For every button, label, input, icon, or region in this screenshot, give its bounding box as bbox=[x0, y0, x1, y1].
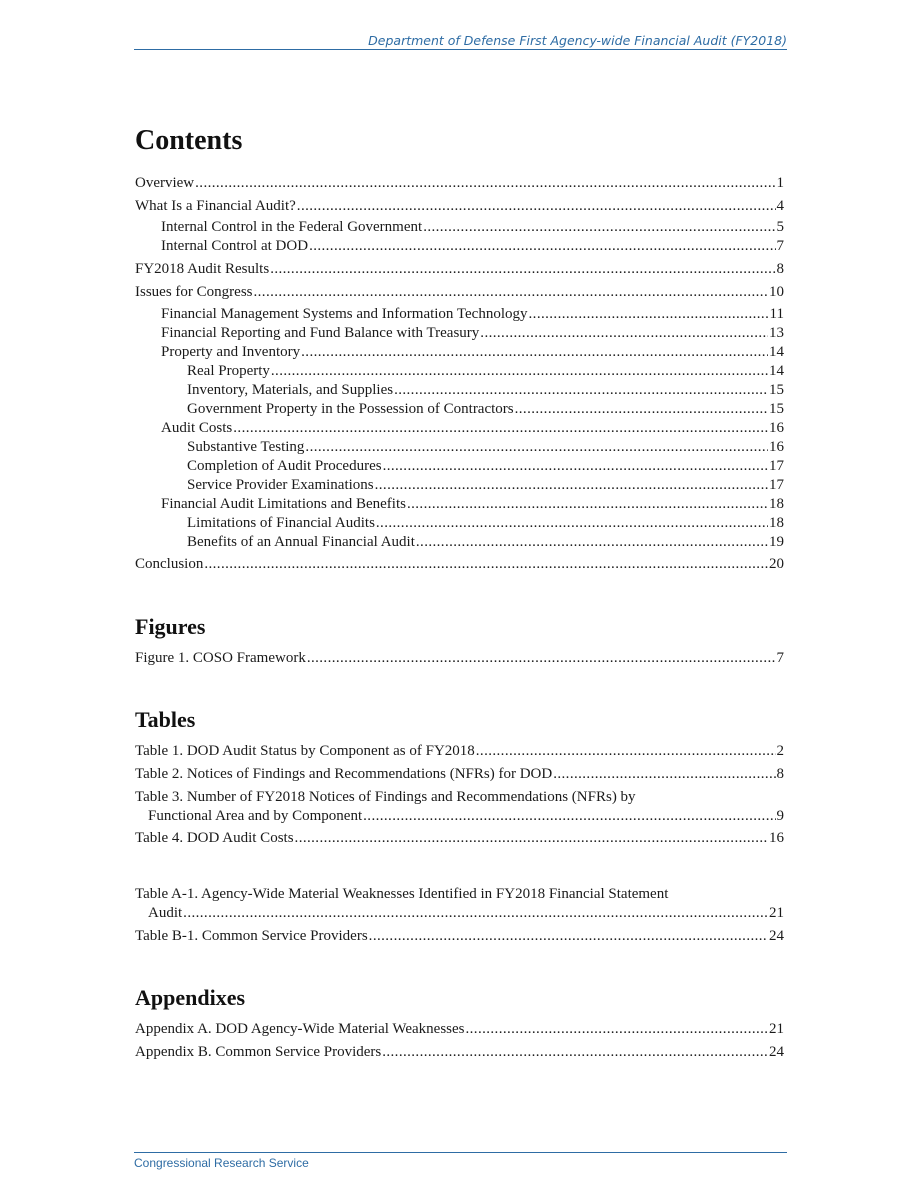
dot-leader bbox=[476, 742, 776, 761]
table-entry-label: Audit bbox=[148, 905, 183, 921]
toc-entry-label: Financial Reporting and Fund Balance with Treasury bbox=[161, 325, 480, 341]
toc-entry-page: 20 bbox=[769, 556, 784, 572]
toc-entry-property-and-inventory[interactable] bbox=[135, 343, 784, 362]
table-entry-label: Table B-1. Common Service Providers bbox=[135, 928, 368, 944]
toc-entry-label: Inventory, Materials, and Supplies bbox=[187, 382, 394, 398]
table-entry-label: Table 2. Notices of Findings and Recommendations (NFRs) for DOD bbox=[135, 766, 553, 782]
table-entry-a1-line1[interactable]: Table A-1. Agency-Wide Material Weaknesses Identified in FY2018 Financial Statement bbox=[135, 886, 669, 902]
toc-entry-page: 18 bbox=[769, 496, 784, 512]
dot-leader bbox=[363, 807, 775, 826]
appendix-entry-label: Appendix A. DOD Agency-Wide Material Weaknesses bbox=[135, 1021, 465, 1037]
appendix-entry-page: 24 bbox=[769, 1044, 784, 1060]
running-footer: Congressional Research Service bbox=[134, 1152, 787, 1170]
appendix-entry-a[interactable] bbox=[135, 1020, 784, 1039]
toc-entry-page: 7 bbox=[776, 238, 784, 254]
toc-entry-page: 4 bbox=[776, 198, 784, 214]
toc-entry-conclusion[interactable] bbox=[135, 555, 784, 574]
toc-entry-label: Financial Management Systems and Information Technology bbox=[161, 306, 528, 322]
toc-entry-page: 14 bbox=[769, 363, 784, 379]
table-entry-page: 24 bbox=[769, 928, 784, 944]
toc-entry-page: 10 bbox=[769, 284, 784, 300]
toc-entry-limitations-and-benefits[interactable] bbox=[135, 495, 784, 514]
dot-leader bbox=[271, 362, 768, 381]
appendixes-heading: Appendixes bbox=[135, 985, 246, 1010]
toc-entry-inventory-materials[interactable] bbox=[135, 381, 784, 400]
toc-entry-substantive-testing[interactable] bbox=[135, 438, 784, 457]
toc-entry-service-provider-examinations[interactable] bbox=[135, 476, 784, 495]
dot-leader bbox=[204, 555, 768, 574]
toc-entry-benefits-annual-audit[interactable] bbox=[135, 533, 784, 552]
figures-heading: Figures bbox=[135, 614, 206, 639]
toc-entry-internal-control-dod[interactable] bbox=[135, 237, 784, 256]
toc-entry-label: Substantive Testing bbox=[187, 439, 305, 455]
dot-leader bbox=[407, 495, 768, 514]
dot-leader bbox=[254, 283, 769, 302]
dot-leader bbox=[307, 649, 776, 668]
figure-entry-label: Figure 1. COSO Framework bbox=[135, 650, 306, 666]
toc-entry-real-property[interactable] bbox=[135, 362, 784, 381]
appendix-entry-label: Appendix B. Common Service Providers bbox=[135, 1044, 382, 1060]
toc-entry-audit-costs[interactable] bbox=[135, 419, 784, 438]
toc-entry-page: 16 bbox=[769, 420, 784, 436]
toc-entry-page: 17 bbox=[769, 477, 784, 493]
dot-leader bbox=[515, 400, 768, 419]
toc-entry-page: 1 bbox=[776, 175, 784, 191]
table-entry-1[interactable] bbox=[135, 742, 784, 761]
toc-entry-page: 16 bbox=[769, 439, 784, 455]
toc-entry-page: 15 bbox=[769, 401, 784, 417]
table-entry-2[interactable] bbox=[135, 765, 784, 784]
dot-leader bbox=[295, 829, 768, 848]
dot-leader bbox=[466, 1020, 769, 1039]
toc-entry-fy2018-audit-results[interactable] bbox=[135, 260, 784, 279]
dot-leader bbox=[233, 419, 768, 438]
toc-entry-label: Internal Control at DOD bbox=[161, 238, 309, 254]
dot-leader bbox=[382, 1043, 768, 1062]
dot-leader bbox=[297, 197, 776, 216]
toc-entry-page: 14 bbox=[769, 344, 784, 360]
table-entry-page: 2 bbox=[776, 743, 784, 759]
dot-leader bbox=[480, 324, 768, 343]
toc-entry-label: Overview bbox=[135, 175, 195, 191]
toc-entry-label: Government Property in the Possession of Contractors bbox=[187, 401, 514, 417]
toc-entry-what-is-financial-audit[interactable] bbox=[135, 197, 784, 216]
toc-entry-label: What Is a Financial Audit? bbox=[135, 198, 296, 214]
toc-entry-internal-control-federal[interactable] bbox=[135, 218, 784, 237]
table-entry-3[interactable] bbox=[135, 807, 784, 826]
toc-entry-label: Financial Audit Limitations and Benefits bbox=[161, 496, 406, 512]
toc-entry-label: Issues for Congress bbox=[135, 284, 253, 300]
toc-entry-label: Conclusion bbox=[135, 556, 204, 572]
appendix-entry-page: 21 bbox=[769, 1021, 784, 1037]
toc-entry-page: 13 bbox=[769, 325, 784, 341]
toc-entry-page: 15 bbox=[769, 382, 784, 398]
dot-leader bbox=[369, 927, 768, 946]
dot-leader bbox=[375, 476, 768, 495]
figure-entry-coso[interactable] bbox=[135, 649, 784, 668]
table-entry-page: 8 bbox=[776, 766, 784, 782]
toc-entry-issues-for-congress[interactable] bbox=[135, 283, 784, 302]
dot-leader bbox=[183, 904, 768, 923]
toc-entry-label: Real Property bbox=[187, 363, 270, 379]
toc-entry-label: Property and Inventory bbox=[161, 344, 301, 360]
tables-heading: Tables bbox=[135, 707, 196, 732]
appendix-entry-b[interactable] bbox=[135, 1043, 784, 1062]
table-entry-3-line1[interactable]: Table 3. Number of FY2018 Notices of Findings and Recommendations (NFRs) by bbox=[135, 789, 636, 805]
toc-entry-label: Service Provider Examinations bbox=[187, 477, 374, 493]
toc-entry-page: 11 bbox=[769, 306, 784, 322]
toc-entry-label: Limitations of Financial Audits bbox=[187, 515, 375, 531]
table-entry-label: Table 4. DOD Audit Costs bbox=[135, 830, 294, 846]
toc-entry-label: Completion of Audit Procedures bbox=[187, 458, 382, 474]
dot-leader bbox=[270, 260, 775, 279]
dot-leader bbox=[553, 765, 775, 784]
toc-entry-page: 19 bbox=[769, 534, 784, 550]
toc-entry-page: 5 bbox=[776, 219, 784, 235]
toc-entry-page: 8 bbox=[776, 261, 784, 277]
table-entry-label: Table 1. DOD Audit Status by Component as of FY2018 bbox=[135, 743, 475, 759]
dot-leader bbox=[423, 218, 775, 237]
dot-leader bbox=[529, 305, 769, 324]
toc-entry-completion-audit-procedures[interactable] bbox=[135, 457, 784, 476]
dot-leader bbox=[416, 533, 768, 552]
toc-entry-financial-management-systems[interactable] bbox=[135, 305, 784, 324]
dot-leader bbox=[383, 457, 768, 476]
dot-leader bbox=[305, 438, 768, 457]
table-entry-4[interactable] bbox=[135, 829, 784, 848]
figure-entry-page: 7 bbox=[776, 650, 784, 666]
table-entry-b1[interactable] bbox=[135, 927, 784, 946]
running-header: Department of Defense First Agency-wide Financial Audit (FY2018) bbox=[134, 33, 787, 50]
table-entry-page: 9 bbox=[776, 808, 784, 824]
dot-leader bbox=[309, 237, 775, 256]
toc-entry-overview[interactable] bbox=[135, 174, 784, 193]
toc-entry-government-property[interactable] bbox=[135, 400, 784, 419]
dot-leader bbox=[195, 174, 775, 193]
toc-entry-label: Benefits of an Annual Financial Audit bbox=[187, 534, 415, 550]
table-entry-a1[interactable] bbox=[135, 904, 784, 923]
dot-leader bbox=[301, 343, 768, 362]
toc-entry-page: 18 bbox=[769, 515, 784, 531]
toc-entry-page: 17 bbox=[769, 458, 784, 474]
toc-entry-label: FY2018 Audit Results bbox=[135, 261, 270, 277]
table-entry-label: Functional Area and by Component bbox=[148, 808, 363, 824]
toc-entry-label: Internal Control in the Federal Government bbox=[161, 219, 423, 235]
contents-heading: Contents bbox=[135, 125, 243, 156]
dot-leader bbox=[394, 381, 768, 400]
table-entry-page: 16 bbox=[769, 830, 784, 846]
toc-entry-limitations-of-financial-audits[interactable] bbox=[135, 514, 784, 533]
table-entry-page: 21 bbox=[769, 905, 784, 921]
dot-leader bbox=[376, 514, 768, 533]
toc-entry-label: Audit Costs bbox=[161, 420, 233, 436]
toc-entry-financial-reporting[interactable] bbox=[135, 324, 784, 343]
